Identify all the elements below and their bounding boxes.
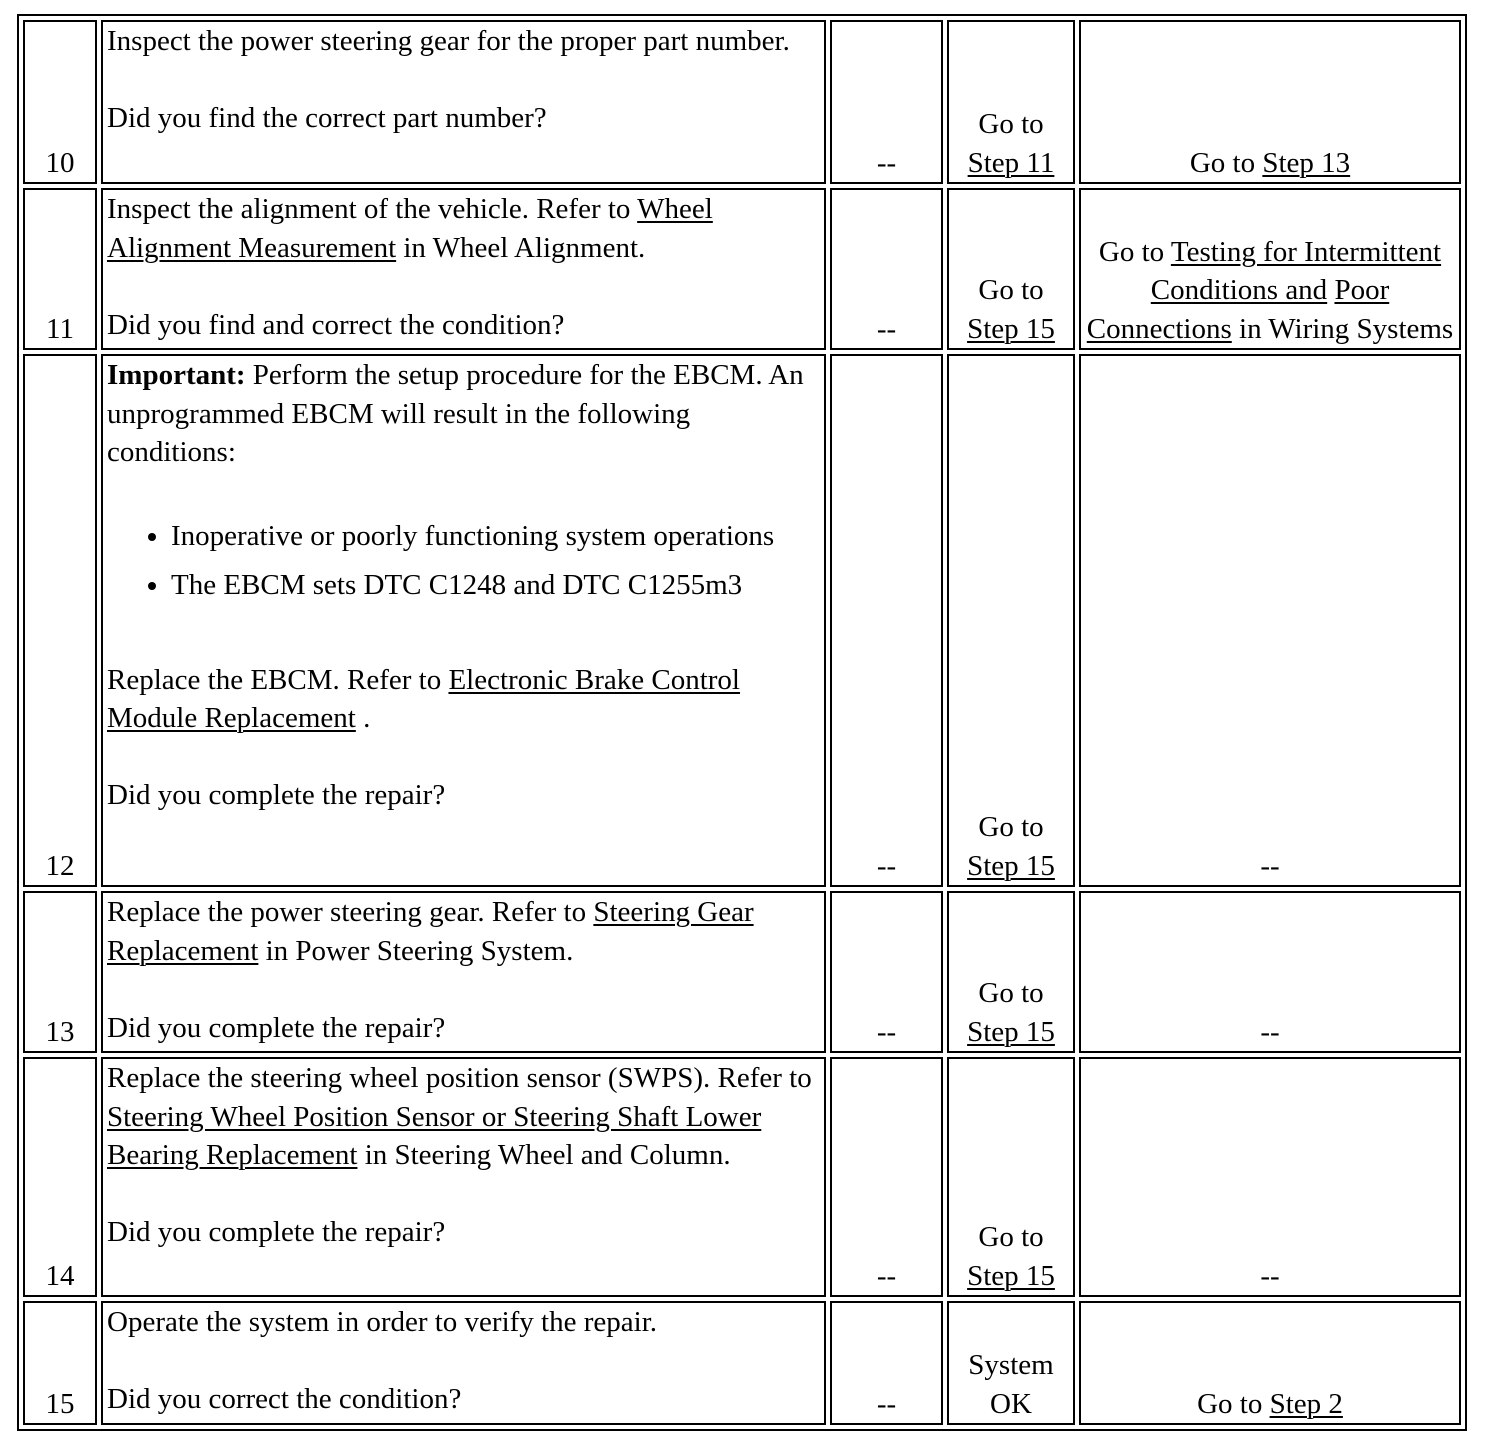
step-number: 10 <box>23 20 97 184</box>
action-text-pre: Replace the steering wheel position sensor (SWPS). Refer to <box>107 1062 812 1094</box>
no-prefix: Go to <box>1189 146 1263 179</box>
step-action <box>101 20 826 184</box>
yes-prefix: Go to <box>978 1221 1044 1253</box>
no-cell: -- <box>1079 891 1461 1053</box>
step-number: 14 <box>23 1057 97 1297</box>
action-text <box>107 661 820 738</box>
action-question: Did you find and correct the condition? <box>107 308 565 341</box>
step-action <box>101 1057 826 1297</box>
no-cell: -- <box>1079 354 1461 887</box>
action-text-pre: Inspect the alignment of the vehicle. Refer to <box>107 193 638 225</box>
yes-cell <box>947 891 1075 1053</box>
yes-cell <box>947 1057 1075 1297</box>
link-step-2[interactable]: Step 2 <box>1269 1387 1343 1420</box>
diagnostic-steps-container <box>17 14 1467 1431</box>
action-text <box>107 1059 820 1175</box>
action-text-post: in Wheel Alignment. <box>396 231 646 264</box>
action-text: Inspect the power steering gear for the proper part number. <box>107 25 790 57</box>
important-text: Perform the setup procedure for the EBCM. An unprogrammed EBCM will result in the following conditions: <box>107 359 804 468</box>
step-number: 15 <box>23 1301 97 1425</box>
no-prefix: Go to <box>1098 235 1171 268</box>
step-action <box>101 891 826 1053</box>
diagnostic-steps-table <box>17 14 1467 1431</box>
action-question: Did you correct the condition? <box>107 1383 462 1415</box>
link-ebcm-replacement[interactable]: Electronic Brake Control Module Replacement <box>107 663 740 734</box>
value-cell: -- <box>830 891 943 1053</box>
link-step-15[interactable]: Step 15 <box>967 849 1055 882</box>
link-wheel-alignment-measurement[interactable]: Wheel Alignment Measurement <box>107 193 713 264</box>
table-row <box>23 1301 1461 1425</box>
yes-prefix: Go to <box>978 977 1044 1009</box>
yes-cell <box>947 20 1075 184</box>
table-row <box>23 891 1461 1053</box>
action-text <box>107 893 820 970</box>
step-action <box>101 188 826 350</box>
step-number: 13 <box>23 891 97 1053</box>
no-cell <box>1079 1301 1461 1425</box>
link-step-13[interactable]: Step 13 <box>1262 146 1351 179</box>
value-cell: -- <box>830 354 943 887</box>
yes-cell <box>947 1301 1075 1425</box>
action-text-post: in Power Steering System. <box>258 934 574 967</box>
no-prefix: Go to <box>1197 1387 1270 1420</box>
step-number: 11 <box>23 188 97 350</box>
value-cell: -- <box>830 1301 943 1425</box>
link-step-15[interactable]: Step 15 <box>967 312 1055 345</box>
no-cell <box>1079 20 1461 184</box>
yes-prefix: Go to <box>978 274 1044 306</box>
action-text-pre: Replace the EBCM. Refer to <box>107 663 449 696</box>
action-question: Did you find the correct part number? <box>107 102 547 134</box>
yes-cell <box>947 354 1075 887</box>
link-step-15[interactable]: Step 15 <box>967 1259 1055 1292</box>
link-step-11[interactable]: Step 11 <box>967 146 1055 179</box>
action-question: Did you complete the repair? <box>107 1011 446 1044</box>
link-step-15[interactable]: Step 15 <box>967 1015 1055 1048</box>
no-post: in Wiring Systems <box>1231 312 1454 345</box>
list-item: • The EBCM sets DTC C1248 and DTC C1255m3 <box>171 566 820 605</box>
link-steering-gear-replacement[interactable]: Steering Gear Replacement <box>107 896 754 967</box>
action-question: Did you complete the repair? <box>107 779 446 811</box>
important-note <box>107 356 820 472</box>
action-text-pre: Replace the power steering gear. Refer to <box>107 896 594 928</box>
step-action <box>101 1301 826 1425</box>
yes-line-2: OK <box>990 1387 1032 1420</box>
table-row <box>23 20 1461 184</box>
value-cell: -- <box>830 20 943 184</box>
link-testing-intermittent-conditions[interactable]: Testing for Intermittent Conditions and <box>1150 235 1442 306</box>
table-row <box>23 188 1461 350</box>
action-text: Operate the system in order to verify the repair. <box>107 1306 657 1338</box>
action-text-post: . <box>355 702 371 734</box>
action-text <box>107 190 820 267</box>
important-label: Important: <box>107 359 246 391</box>
value-cell: -- <box>830 1057 943 1297</box>
step-action <box>101 354 826 887</box>
yes-prefix: Go to <box>978 811 1044 843</box>
yes-prefix: Go to <box>978 108 1044 140</box>
action-text-post: in Steering Wheel and Column. <box>357 1139 731 1171</box>
table-row <box>23 1057 1461 1297</box>
yes-line-1: System <box>968 1349 1054 1381</box>
table-row <box>23 354 1461 887</box>
action-question: Did you complete the repair? <box>107 1216 446 1248</box>
step-number: 12 <box>23 354 97 887</box>
no-cell <box>1079 188 1461 350</box>
list-item: • Inoperative or poorly functioning system operations <box>171 517 820 556</box>
no-cell: -- <box>1079 1057 1461 1297</box>
condition-list <box>107 517 820 605</box>
value-cell: -- <box>830 188 943 350</box>
link-poor-connections[interactable]: Poor Connections <box>1086 274 1390 345</box>
link-swps-replacement[interactable]: Steering Wheel Position Sensor or Steering Shaft Lower Bearing Replacement <box>107 1100 762 1171</box>
yes-cell <box>947 188 1075 350</box>
